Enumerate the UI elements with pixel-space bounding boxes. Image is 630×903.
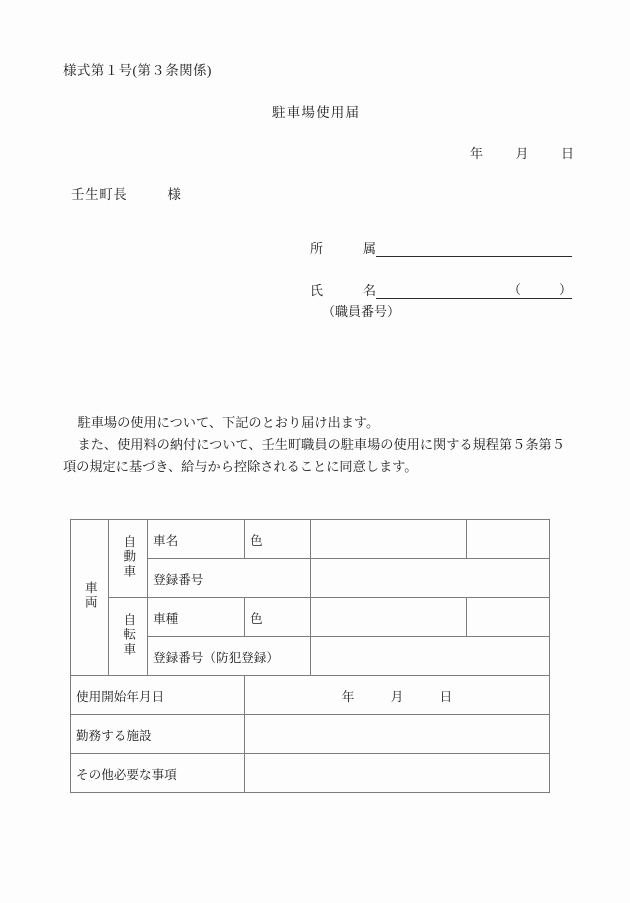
other-value-cell[interactable] — [245, 754, 550, 793]
applicant-block — [310, 238, 572, 320]
affiliation-label — [310, 238, 376, 257]
car-color-value-cell[interactable] — [467, 520, 550, 559]
name-paren-open: （ — [507, 282, 521, 297]
table-row-car-name — [71, 520, 550, 559]
document-title: 駐車場使用届 — [272, 105, 361, 120]
addressee-honorific: 様 — [167, 187, 182, 202]
start-date-day-label: 日 — [439, 689, 453, 704]
name-label-char-1: 氏 — [310, 283, 324, 298]
bicycle-color-label-cell: 色 — [245, 598, 311, 637]
employee-number-note: （職員番号） — [322, 304, 401, 319]
table-row-bicycle-type — [71, 598, 550, 637]
name-field-row — [310, 280, 572, 299]
bicycle-registration-value-cell[interactable] — [311, 637, 550, 676]
name-paren-close: ） — [558, 282, 572, 297]
car-name-value-cell[interactable] — [311, 520, 467, 559]
bicycle-type-value-cell[interactable] — [311, 598, 467, 637]
bicycle-registration-label-cell: 登録番号（防犯登録） — [148, 637, 311, 676]
vehicle-group-label-cell — [71, 520, 109, 676]
vehicle-group-label: 車両 — [82, 580, 97, 611]
car-label-cell — [109, 520, 148, 598]
name-label — [310, 280, 376, 299]
car-label: 自動車 — [121, 534, 136, 579]
affiliation-field-row — [310, 238, 572, 257]
table-row-facility — [71, 715, 550, 754]
car-name-label-cell: 車名 — [148, 520, 245, 559]
table-row-start-date — [71, 676, 550, 715]
car-registration-value-cell[interactable] — [311, 559, 550, 598]
affiliation-label-char-1: 所 — [310, 241, 324, 256]
other-label-cell: その他必要な事項 — [71, 754, 245, 793]
date-month-label: 月 — [515, 146, 529, 161]
name-input-rule[interactable] — [376, 283, 508, 299]
addressee-recipient: 壬生町長 — [71, 187, 128, 202]
bicycle-label-cell — [109, 598, 148, 676]
name-label-char-2: 名 — [362, 283, 376, 298]
facility-label-cell: 勤務する施設 — [71, 715, 245, 754]
date-day-label: 日 — [561, 146, 575, 161]
date-line-header — [470, 143, 574, 162]
start-date-label-cell: 使用開始年月日 — [71, 676, 245, 715]
vehicle-details-table — [70, 519, 550, 793]
affiliation-input-rule[interactable] — [376, 241, 572, 257]
car-color-label-cell: 色 — [245, 520, 311, 559]
bicycle-label: 自転車 — [121, 612, 136, 657]
facility-value-cell[interactable] — [245, 715, 550, 754]
body-paragraph-1: 駐車場の使用について、下記のとおり届け出ます。 — [77, 415, 380, 430]
form-number: 様式第１号(第３条関係) — [63, 63, 212, 78]
start-date-month-label: 月 — [390, 689, 404, 704]
addressee-line — [71, 183, 181, 203]
table-row-other — [71, 754, 550, 793]
body-paragraph-2: また、使用料の納付について、壬生町職員の駐車場の使用に関する規程第５条第５項の規定に基づき、給与から控除されることに同意します。 — [63, 437, 565, 474]
start-date-year-label: 年 — [341, 689, 355, 704]
name-paren-group[interactable] — [508, 283, 572, 299]
start-date-value-cell[interactable] — [245, 676, 550, 715]
bicycle-type-label-cell: 車種 — [148, 598, 245, 637]
affiliation-label-char-2: 属 — [362, 241, 376, 256]
date-year-label: 年 — [470, 146, 484, 161]
bicycle-color-value-cell[interactable] — [467, 598, 550, 637]
car-registration-label-cell: 登録番号 — [148, 559, 311, 598]
body-text-block — [63, 412, 571, 478]
